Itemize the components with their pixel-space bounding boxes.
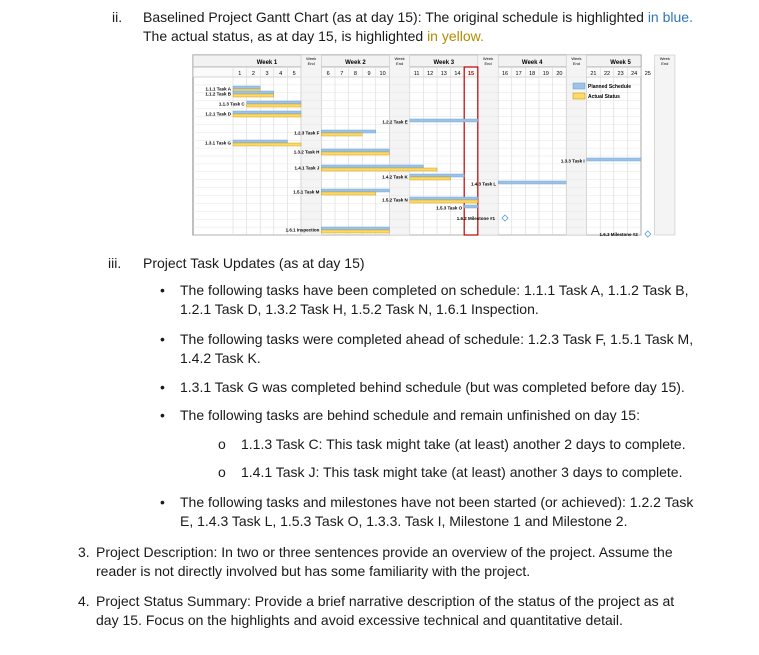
day-number: 5 (292, 71, 296, 77)
actual-bar (410, 177, 451, 180)
bullet-dot: • (160, 282, 165, 298)
week-end-label: Week (571, 56, 582, 61)
gantt-week-end-column (301, 55, 321, 235)
task-label: 1.4.3 Task L (471, 181, 497, 187)
week-label: Week 1 (256, 60, 278, 66)
section-ii-line1-text: Baselined Project Gantt Chart (as at day 15): The original schedule is highlighted (143, 9, 648, 25)
actual-bar (321, 133, 362, 136)
item-4-line1: Project Status Summary: Provide a brief narrative description of the status of the project as at (96, 593, 675, 609)
sub-bullet-circle: o (218, 436, 226, 452)
planned-bar (587, 158, 641, 161)
week-end-label: End (396, 61, 404, 66)
week-end-label: End (484, 61, 492, 66)
task-label: 1.3.2 Task H (293, 149, 320, 155)
planned-bar (321, 165, 423, 168)
task-label: 1.6.1 Inspection (285, 227, 320, 233)
task-label: 1.2.1 Task D (205, 111, 231, 117)
item-3-line1: Project Description: In two or three sentences provide an overview of the project. Assume the (96, 544, 673, 560)
legend-planned-label: Planned Schedule (588, 84, 632, 90)
week-end-label: End (307, 61, 315, 66)
day-number: 11 (413, 71, 420, 77)
day-number: 13 (440, 71, 447, 77)
gantt-chart (0, 0, 759, 250)
planned-bar (233, 140, 287, 143)
day-number: 9 (367, 71, 371, 77)
week-end-label: Week (394, 56, 405, 61)
gantt-week-end-column (389, 55, 409, 235)
task-label: 1.5.3 Task O (436, 205, 463, 211)
planned-bar (233, 111, 301, 114)
actual-bar (233, 114, 301, 117)
planned-bar (233, 91, 274, 94)
section-ii-yellow-highlight: in yellow. (427, 28, 484, 44)
task-label: 1.2.3 Task F (294, 130, 320, 136)
day-number: 25 (644, 71, 651, 77)
week-label: Week 4 (521, 60, 543, 66)
sub-bullet-circle: o (218, 464, 226, 480)
bullet-dot: • (160, 494, 165, 510)
day-number: 22 (603, 71, 611, 77)
sub-bullet-task-c: 1.1.3 Task C: This task might take (at least) another 2 days to complete. (241, 436, 686, 452)
day-number: 7 (340, 71, 344, 77)
gantt-week-end-column (566, 55, 586, 235)
planned-bar (410, 197, 478, 200)
day-number: 17 (515, 71, 522, 77)
bullet-not-started-cont: E, 1.4.3 Task L, 1.5.3 Task O, 1.3.3. Task I, Milestone 1 and Milestone 2. (180, 513, 628, 529)
legend-planned-swatch (573, 83, 585, 89)
milestone-label: 1.6.3 Milestone #2 (599, 232, 638, 237)
item-4-number: 4. (78, 593, 90, 609)
item-4-line2: day 15. Focus on the highlights and avoid excessive technical and quantitative detail. (96, 612, 623, 628)
actual-bar (321, 192, 375, 195)
day-number: 23 (617, 71, 624, 77)
day-number: 15 (467, 71, 475, 77)
legend-actual-swatch (573, 93, 585, 99)
day-number: 10 (379, 71, 386, 77)
week-end-label: End (572, 61, 580, 66)
bullet-completed-ahead-cont: 1.4.2 Task K. (180, 350, 261, 366)
day-number: 2 (251, 71, 255, 77)
week-label: Week 5 (610, 60, 631, 66)
legend-actual-label: Actual Status (588, 94, 620, 100)
day-number: 24 (631, 71, 638, 77)
planned-bar (410, 174, 464, 177)
day-number: 1 (238, 71, 242, 77)
item-3-number: 3. (78, 544, 90, 560)
task-label: 1.1.1 Task A (205, 86, 231, 92)
week-end-label: Week (659, 56, 670, 61)
bullet-completed-ahead: The following tasks were completed ahead of schedule: 1.2.3 Task F, 1.5.1 Task M, (180, 331, 694, 347)
planned-bar (233, 86, 260, 89)
planned-bar (321, 130, 375, 133)
actual-bar (233, 143, 301, 146)
bullet-completed-on-schedule: The following tasks have been completed on schedule: 1.1.1 Task A, 1.1.2 Task B, (180, 282, 689, 298)
actual-bar (247, 104, 301, 107)
planned-bar (321, 227, 389, 230)
actual-bar (233, 94, 274, 97)
day-number: 20 (556, 71, 563, 77)
actual-bar (321, 152, 389, 155)
day-number: 6 (326, 71, 330, 77)
bullet-completed-behind: 1.3.1 Task G was completed behind schedule (but was completed before day 15). (180, 379, 685, 395)
planned-bar (247, 101, 301, 104)
task-label: 1.1.2 Task B (205, 91, 231, 97)
day-number: 4 (279, 71, 283, 77)
milestone-label: 1.6.2 Milestone #1 (456, 216, 495, 221)
gantt-week-end-column (478, 55, 498, 235)
bullet-dot: • (160, 379, 165, 395)
section-ii-line2-text: The actual status, as at day 15, is highlighted (143, 28, 428, 44)
bullet-not-started: The following tasks and milestones have not been started (or achieved): 1.2.2 Task (180, 494, 694, 510)
actual-bar (410, 200, 478, 203)
section-ii-blue-highlight: in blue. (647, 9, 693, 25)
task-label: 1.4.2 Task K (382, 174, 408, 180)
planned-bar (410, 119, 478, 122)
task-label: 1.2.2 Task E (382, 119, 408, 125)
task-label: 1.5.2 Task N (382, 197, 408, 203)
day-number: 8 (353, 71, 357, 77)
section-iii-numeral: iii. (108, 255, 122, 271)
bullet-behind-unfinished: The following tasks are behind schedule and remain unfinished on day 15: (180, 407, 640, 423)
task-label: 1.5.1 Task M (293, 189, 320, 195)
gantt-week-end-column (655, 55, 675, 235)
task-label: 1.1.3 Task C (218, 101, 245, 107)
milestone-diamond (645, 231, 651, 237)
item-3-line2: reader is not directly involved but has some familiarity with the project. (96, 563, 531, 579)
week-label: Week 3 (433, 60, 455, 66)
planned-bar (498, 181, 566, 184)
day-number: 14 (454, 71, 461, 77)
week-end-label: End (661, 61, 669, 66)
day-number: 16 (501, 71, 509, 77)
actual-bar (321, 168, 437, 171)
day-number: 3 (265, 71, 269, 77)
task-label: 1.3.3 Task I (560, 158, 585, 164)
task-label: 1.3.1 Task G (205, 140, 231, 146)
day-number: 12 (427, 71, 434, 77)
section-iii-heading: Project Task Updates (as at day 15) (143, 255, 365, 271)
sub-bullet-task-j: 1.4.1 Task J: This task might take (at least) another 3 days to complete. (241, 464, 683, 480)
bullet-completed-on-schedule-cont: 1.2.1 Task D, 1.3.2 Task H, 1.5.2 Task N, 1.6.1 Inspection. (180, 301, 539, 317)
bullet-dot: • (160, 331, 165, 347)
section-ii-numeral: ii. (112, 9, 123, 25)
actual-bar (321, 230, 389, 233)
bullet-dot: • (160, 407, 165, 423)
week-end-label: Week (482, 56, 494, 61)
week-label: Week 2 (345, 60, 366, 66)
planned-bar (321, 189, 389, 192)
day-number: 21 (590, 71, 597, 77)
week-end-label: Week (306, 56, 317, 61)
day-number: 19 (542, 71, 549, 77)
day-number: 18 (529, 71, 536, 77)
planned-bar (321, 149, 389, 152)
task-label: 1.4.1 Task J (294, 165, 320, 171)
planned-bar (464, 205, 478, 208)
